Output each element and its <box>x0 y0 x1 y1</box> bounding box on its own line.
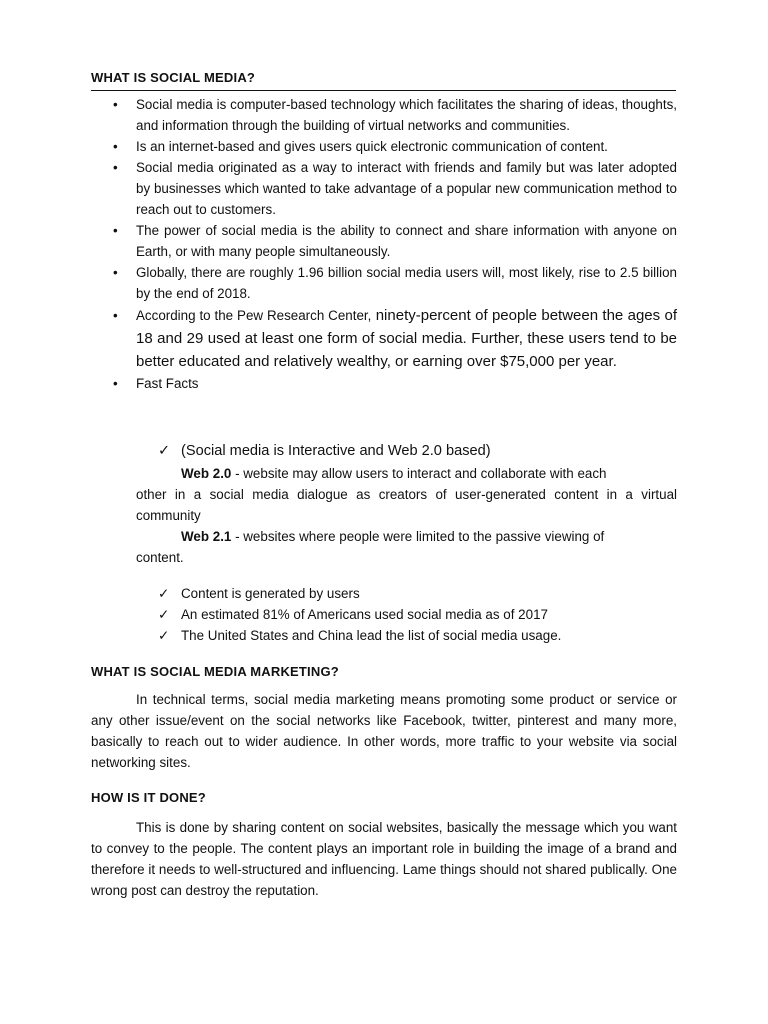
bullet-item: • Is an internet-based and gives users quick electronic communication of content. <box>91 136 677 157</box>
web21-term: Web 2.1 <box>181 529 232 544</box>
check-item-interactive: ✓ (Social media is Interactive and Web 2.0 based) <box>91 441 677 462</box>
bullet-glyph: • <box>113 160 118 175</box>
bullet-glyph: • <box>113 308 118 323</box>
bullet-item-fast-facts: • Fast Facts <box>91 373 677 394</box>
heading-what-is-social-media: WHAT IS SOCIAL MEDIA? <box>91 68 676 91</box>
web20-term: Web 2.0 <box>181 466 232 481</box>
paragraph-how-is-it-done: This is done by sharing content on social websites, basically the message which you want to convey to the people. The content plays an important role in building the image of a brand and therefore it needs to well-structured and influencing. Lame things should not shared publically. One wrong post can destroy the reputation. <box>91 820 677 898</box>
heading-how-is-it-done: HOW IS IT DONE? <box>91 790 206 805</box>
web20-definition-rest: other in a social media dialogue as creators of user-generated content in a virtual community <box>136 487 677 523</box>
check-icon: ✓ <box>158 607 170 622</box>
bullet-glyph: • <box>113 139 118 154</box>
bullet-item: • Social media is computer-based technology which facilitates the sharing of ideas, thoughts, and information through the building of virtual networks and communities. <box>91 94 677 136</box>
check-icon: ✓ <box>158 586 170 601</box>
web20-definition-first-line: Web 2.0 - website may allow users to interact and collaborate with each <box>181 466 607 481</box>
bullet-glyph: • <box>113 376 118 391</box>
heading-social-media-marketing: WHAT IS SOCIAL MEDIA MARKETING? <box>91 664 339 679</box>
paragraph-social-media-marketing: In technical terms, social media marketing means promoting some product or service or any other issue/event on the social networks like Facebook, twitter, pinterest and many more, basically to reach out to wider audience. In other words, more traffic to your website via social networking sites. <box>91 692 677 770</box>
bullet-item: • Globally, there are roughly 1.96 billion social media users will, most likely, rise to 2.5 billion by the end of 2018. <box>91 262 677 304</box>
bullet-glyph: • <box>113 223 118 238</box>
check-item: ✓ Content is generated by users <box>91 583 677 604</box>
check-item: ✓ The United States and China lead the list of social media usage. <box>91 625 677 646</box>
bullet-item: • Social media originated as a way to interact with friends and family but was later adopted by businesses which wanted to take advantage of a popular new communication method to reach out to customers. <box>91 157 677 220</box>
web21-definition-first-line: Web 2.1 - websites where people were limited to the passive viewing of <box>181 529 605 544</box>
check-icon: ✓ <box>158 443 171 459</box>
bullet-glyph: • <box>113 97 118 112</box>
fast-facts-detail <box>91 441 677 568</box>
fast-facts-check-list <box>91 583 677 646</box>
bullet-glyph: • <box>113 265 118 280</box>
bullet-item: • The power of social media is the ability to connect and share information with anyone on Earth, or with many people simultaneously. <box>91 220 677 262</box>
bullet-item-pew: • According to the Pew Research Center, ninety-percent of people between the ages of 18 and 29 used at least one form of social media. Further, these users tend to be better educated and relatively wealthy, or earning over $75,000 per year. <box>91 304 677 373</box>
social-media-bullet-list <box>91 94 677 394</box>
web21-definition-rest: content. <box>136 550 184 565</box>
check-icon: ✓ <box>158 628 170 643</box>
check-item: ✓ An estimated 81% of Americans used social media as of 2017 <box>91 604 677 625</box>
